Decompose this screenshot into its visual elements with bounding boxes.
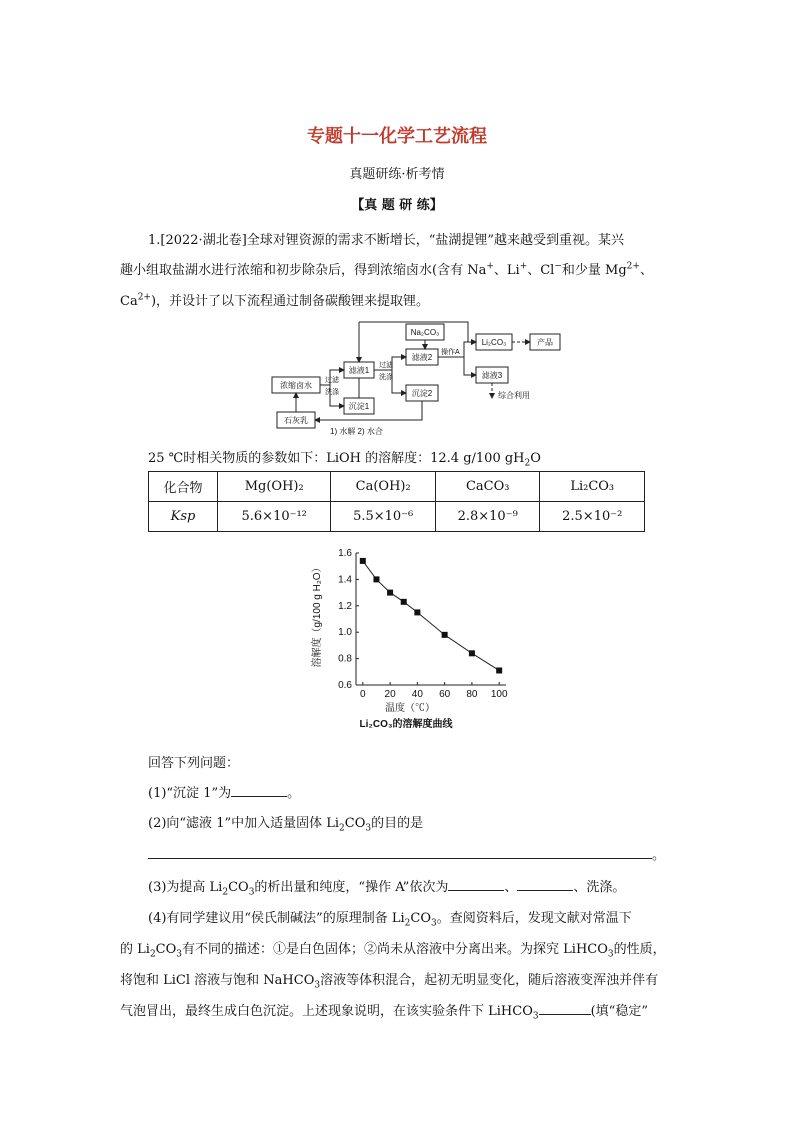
chart-title: Li₂CO₃的溶解度曲线 (359, 719, 453, 730)
chart-data-point (414, 609, 420, 615)
question-2-answer-line: 。 (148, 844, 665, 863)
table-cell: 5.5×10⁻⁶ (331, 502, 436, 532)
filtrate3-label: 滤液3 (481, 371, 503, 380)
chart-y-tick-label: 0.6 (338, 680, 352, 691)
table-header-cell: Mg(OH)₂ (218, 472, 331, 502)
question-4-line-1: (4)有同学建议用“侯氏制碱法”的原理制备 $Li_2CO_3$。查阅资料后，发现文献对常温下 (148, 911, 632, 929)
product-label: 产品 (537, 338, 553, 347)
chart-x-tick-label: 20 (384, 689, 396, 700)
flow-note: 1) 水解 2) 水合 (330, 427, 383, 436)
reuse-label: 综合利用 (498, 391, 530, 400)
chart-y-tick-label: 0.8 (338, 653, 352, 665)
chart-y-tick-label: 1.4 (338, 574, 352, 586)
chart-ylabel: 溶解度（g/100 g H₂O） (312, 562, 323, 668)
section-heading: 【真 题 研 练】 (351, 198, 443, 213)
chart-data-point (360, 558, 366, 564)
chart-y-tick-label: 1.0 (338, 627, 352, 639)
question-2: (2)向“滤液 1”中加入适量固体 $Li_2CO_3$的目的是 (148, 816, 424, 834)
chart-x-tick-label: 100 (490, 689, 508, 700)
table-header-cell: CaCO₃ (435, 472, 540, 502)
question-3: (3)为提高 $Li_2CO_3$的析出量和纯度，“操作 A”依次为 、 、洗涤。 (148, 880, 626, 898)
answer-blank[interactable] (448, 889, 504, 891)
intro-line-3: $Ca^{2+}$)，并设计了以下流程通过制备碳酸锂来提取锂。 (120, 292, 430, 309)
table-row (149, 472, 645, 502)
chart-data-point (373, 576, 379, 582)
table-header-cell: 化合物 (149, 472, 218, 502)
answer-blank[interactable] (148, 857, 652, 859)
page-subtitle: 真题研练·析考情 (349, 167, 445, 182)
operation-a-label: 操作A (441, 349, 460, 356)
ksp-table (148, 471, 645, 532)
chart-data-point (442, 632, 448, 638)
question-4-line-2: 的 $Li_2CO_3$有不同的描述：①是白色固体；②尚未从溶液中分离出来。为探究 LiHCO$_3$的性质， (120, 942, 666, 960)
table-cell: Ksp (149, 502, 218, 532)
filter-label-1: 过滤 (325, 377, 339, 384)
page-title: 专题十一化学工艺流程 (307, 126, 487, 147)
brine-label: 浓缩卤水 (280, 381, 312, 390)
intro-line-1: 1.[2022·湖北卷]全球对锂资源的需求不断增长，“盐湖提锂”越来越受到重视。某兴 (148, 233, 625, 248)
table-header-cell: Ca(OH)₂ (331, 472, 436, 502)
filtrate1-label: 滤液1 (348, 366, 370, 375)
params-line: 25 ℃时相关物质的参数如下：LiOH 的溶解度：12.4 g/100 $gH_2O$ (148, 451, 541, 469)
question-1: (1)“沉淀 1”为 。 (148, 786, 301, 801)
chart-y-tick-label: 1.2 (338, 600, 352, 612)
wash-label-2: 洗涤 (379, 374, 393, 381)
chart-series-line (363, 561, 499, 671)
filter-label-2: 过滤 (379, 362, 393, 369)
table-header-cell: Li₂CO₃ (540, 472, 645, 502)
chart-x-tick-label: 60 (439, 689, 451, 700)
chart-data-point (469, 650, 475, 656)
chart-xlabel: 温度（℃） (385, 703, 435, 714)
precip2-label: 沉淀2 (411, 389, 433, 398)
answer-blank[interactable] (539, 1013, 591, 1015)
answer-blank[interactable] (231, 795, 287, 797)
table-cell: 2.8×10⁻⁹ (435, 502, 540, 532)
filtrate2-label: 滤液2 (411, 353, 433, 362)
precip1-label: 沉淀1 (348, 402, 370, 411)
chart-data-point (401, 599, 407, 605)
question-4-line-3: 将饱和 LiCl 溶液与饱和 NaHCO$_3$溶液等体积混合，起初无明显变化，随后溶液变浑浊并伴有 (120, 973, 659, 991)
wash-label-1: 洗涤 (325, 389, 339, 396)
chart-data-point (496, 667, 502, 673)
chart-x-tick-label: 40 (411, 689, 423, 700)
chart-y-tick-label: 1.6 (338, 548, 352, 559)
chart-x-tick-label: 0 (360, 689, 366, 700)
na2co3-label: Na₂CO₃ (410, 328, 440, 337)
limemilk-label: 石灰乳 (284, 416, 308, 425)
intro-line-2: 趣小组取盐湖水进行浓缩和初步除杂后，得到浓缩卤水(含有 Na+、Li+、Cl−和少量 $Mg^{2+}$、 (120, 261, 653, 278)
table-row (149, 502, 645, 532)
table-cell: 5.6×10⁻¹² (218, 502, 331, 532)
questions-lead: 回答下列问题： (148, 756, 240, 771)
chart-data-point (387, 590, 393, 596)
process-flow-diagram (268, 318, 568, 438)
table-cell: 2.5×10⁻² (540, 502, 645, 532)
chart-x-tick-label: 80 (466, 689, 478, 700)
solubility-chart (306, 543, 516, 738)
answer-blank[interactable] (517, 889, 573, 891)
li2co3-label: Li₂CO₃ (481, 338, 507, 347)
question-4-line-4: 气泡冒出，最终生成白色沉淀。上述现象说明，在该实验条件下 LiHCO$_3$ (填“稳定” (120, 1004, 648, 1022)
